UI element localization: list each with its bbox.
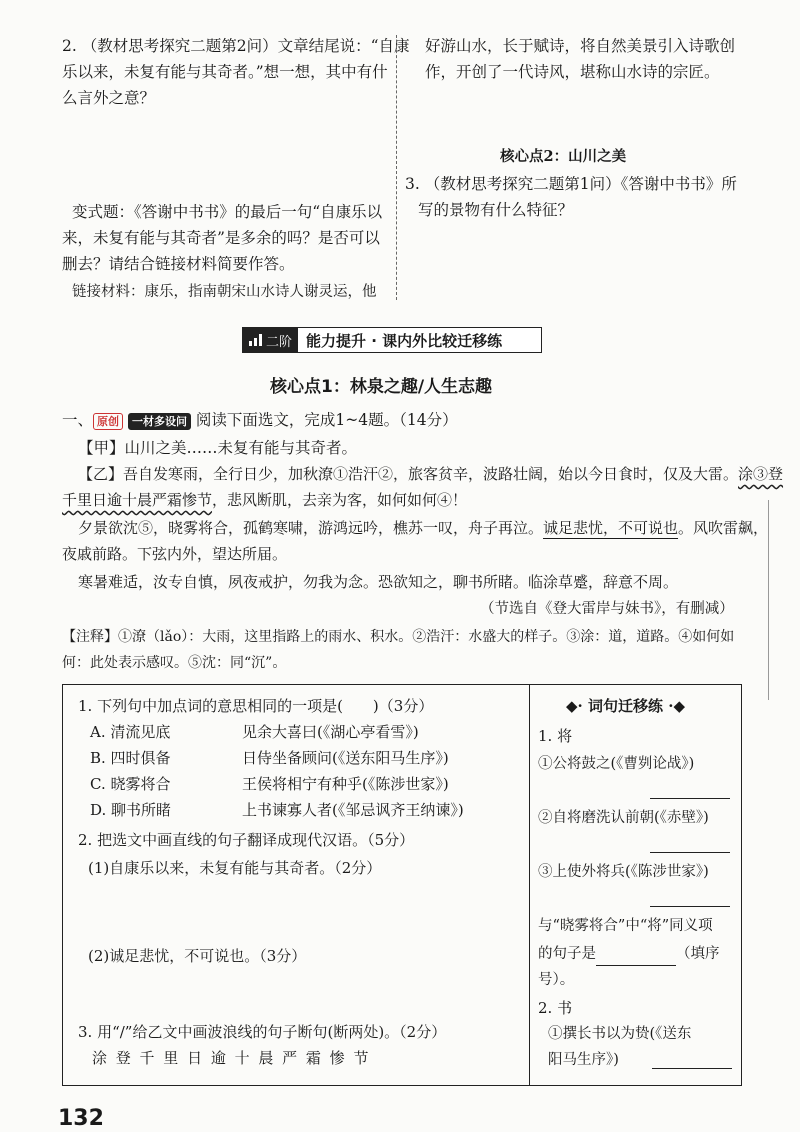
side-title-text: 词句迁移练 [588, 697, 664, 715]
q2-line-3: 么言外之意？ [62, 89, 156, 107]
side-title [566, 694, 685, 718]
answer-blank-5[interactable] [652, 1068, 732, 1069]
core-point-1: 核心点1：林泉之趣/人生志趣 [270, 377, 493, 397]
banner-tag [243, 328, 298, 352]
intro-prefix: 一、 [62, 411, 94, 429]
answer-blank-2[interactable] [650, 852, 730, 853]
question-box-divider [529, 684, 530, 1085]
section-banner [242, 327, 542, 353]
side-s4a: 与“晓雾将合”中“将”同义项 [538, 918, 713, 934]
page-edge-mark [768, 500, 793, 700]
side-h2: 2. 书 [538, 999, 573, 1017]
passage-yi-line-2 [62, 488, 467, 512]
side-s5a: ①撰长书以为贽(《送东 [548, 1026, 692, 1042]
q1-option-value: 上书谏寡人者(《邹忌讽齐王纳谏》) [242, 801, 464, 819]
reading-intro [62, 408, 458, 432]
intro-text: 阅读下面选文，完成1~4题。（14分） [195, 411, 458, 429]
side-s1: ①公将鼓之(《曹刿论战》) [538, 756, 695, 772]
q2-sub-1: (1)自康乐以来，未复有能与其奇者。（2分） [88, 859, 382, 877]
passage-jia: 【甲】山川之美……未复有能与其奇者。 [78, 439, 358, 457]
q1-stem: 1. 下列句中加点词的意思相同的一项是( )（3分） [78, 697, 434, 715]
passage-yi-line-1 [78, 462, 783, 486]
q1-option-key: D. 聊书所睹 [90, 801, 172, 819]
answer-blank-1[interactable] [650, 798, 730, 799]
notes-line-2: 何：此处表示感叹。⑤沈：同“沉”。 [62, 655, 287, 671]
p2-text-a: 夕景欲沈⑤，晓雾将合，孤鹤寒啸，游鸿远吟，樵苏一叹，舟子再泣。 [78, 519, 544, 537]
variant-line-2: 来，未复有能与其奇者”是多余的吗？是否可以 [62, 229, 380, 247]
yi-text-2: ，悲风断肌，去亲为客，如何如何④！ [212, 491, 468, 509]
q1-option-value: 日侍坐备顾问(《送东阳马生序》) [242, 749, 449, 767]
variant-line-3: 删去？请结合链接材料简要作答。 [62, 255, 295, 273]
diamond-icon-left: ◆· [566, 697, 583, 715]
column-divider [396, 35, 397, 300]
side-s4b-text: 的句子是 [538, 946, 596, 962]
q1-option-key: A. 清流见底 [90, 723, 171, 741]
variant-line-1: 变式题：《答谢中书书》的最后一句“自康乐以 [72, 203, 383, 221]
side-s2: ②自将磨洗认前朝(《赤壁》) [538, 810, 709, 826]
side-h1: 1. 将 [538, 727, 573, 745]
answer-blank-3[interactable] [650, 906, 730, 907]
core-point-2: 核心点2：山川之美 [500, 148, 627, 165]
passage-p3: 寒暑难适，汝专自慎，夙夜戒护，勿我为念。恐欲知之，聊书所睹。临涂草蹙，辞意不周。 [78, 573, 679, 591]
q3-sentence: 涂 登 千 里 日 逾 十 晨 严 霜 惨 节 [92, 1049, 371, 1067]
link-cont-1: 好游山水，长于赋诗，将自然美景引入诗歌创 [425, 37, 736, 55]
q1-option-key: C. 晓雾将合 [90, 775, 171, 793]
yi-text-1: 【乙】吾自发寒雨，全行日少，加秋潦①浩汗②，旅客贫辛，波路壮阔，始以今日食时，仅及大雷。 [78, 465, 739, 483]
notes-line-1: 【注释】①潦（lǎo）：大雨，这里指路上的雨水、积水。②浩汗：水盛大的样子。③涂：道，道路。④如何如 [62, 629, 735, 645]
banner-tag-text: 二阶 [266, 334, 293, 350]
passage-source: （节选自《登大雷岸与妹书》，有删减） [480, 601, 734, 617]
passage-p2-line-2: 夜戚前路。下弦内外，望达所届。 [62, 545, 288, 563]
passage-p2-line-1 [78, 516, 768, 540]
diamond-icon-right: ·◆ [668, 697, 686, 715]
q2-line-1: 2. （教材思考探究二题第2问）文章结尾说：“自康 [62, 37, 410, 55]
q3-stem: 3. 用“/”给乙文中画波浪线的句子断句(断两处)。（2分） [78, 1023, 447, 1041]
side-s3: ③上使外将兵(《陈涉世家》) [538, 864, 709, 880]
q1-option-key: B. 四时俱备 [90, 749, 171, 767]
bar-chart-icon [249, 334, 263, 346]
q1-option-value: 见余大喜曰(《湖心亭看雪》) [242, 723, 419, 741]
multi-question-badge: 一材多设问 [128, 413, 191, 430]
q1-option-value: 王侯将相宁有种乎(《陈涉世家》) [242, 775, 449, 793]
yi-wave-2: 千里日逾十晨严霜惨节 [62, 491, 213, 509]
q3-line-1: 3. （教材思考探究二题第1问）《答谢中书书》所 [405, 175, 737, 193]
p2-underlined: 诚足悲忧，不可说也 [543, 519, 679, 537]
q2-line-2: 乐以来，未复有能与其奇者。”想一想，其中有什 [62, 63, 388, 81]
p2-text-b: 。风吹雷飙， [678, 519, 769, 537]
q2-stem: 2. 把选文中画直线的句子翻译成现代汉语。（5分） [78, 831, 415, 849]
side-s4b [538, 942, 720, 966]
original-badge: 原创 [93, 413, 123, 430]
q3-line-2: 写的景物有什么特征？ [418, 201, 574, 219]
page-number: 132 [58, 1106, 104, 1131]
side-s4c-text: （填序 [676, 946, 720, 962]
side-s5b: 阳马生序》) [548, 1052, 619, 1068]
q2-sub-2: (2)诚足悲忧，不可说也。（3分） [88, 947, 307, 965]
banner-title: 能力提升 · 课内外比较迁移练 [306, 331, 503, 350]
link-material: 链接材料：康乐，指南朝宋山水诗人谢灵运，他 [72, 284, 377, 300]
link-cont-2: 作，开创了一代诗风，堪称山水诗的宗匠。 [425, 63, 720, 81]
side-s4d: 号）。 [538, 972, 575, 988]
answer-blank-4[interactable] [596, 949, 676, 966]
yi-wave-1: 涂③登 [738, 465, 784, 483]
